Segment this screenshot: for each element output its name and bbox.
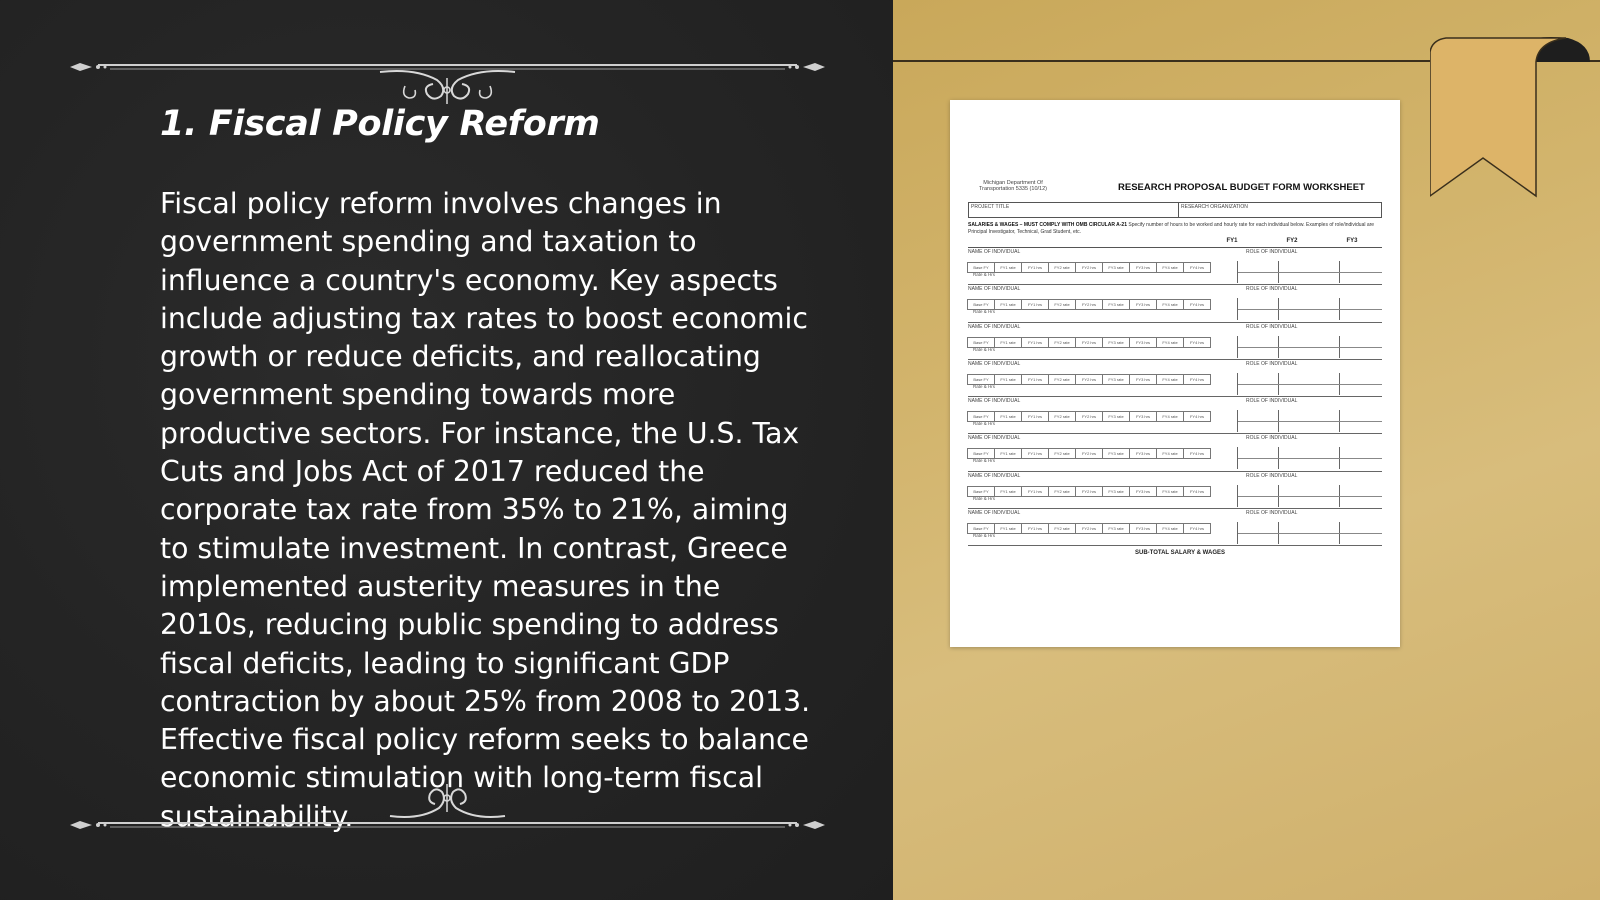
grid-cell: FY4 rate <box>1156 337 1184 348</box>
slide-body-text: Fiscal policy reform involves changes in government spending and taxation to influence a country's economy. Key aspects include adjusting tax rates to boost economic growth or reduce deficits, and reallocating government spending towards more productive sectors. For instance, the U.S. Tax Cuts and Jobs Act of 2017 reduced the corporate tax rate from 35% to 21%, aiming to stimulate investment. In contrast, Greece implemented austerity measures in the 2010s, reducing public spending to address fiscal deficits, leading to significant GDP contraction by about 25% from 2008 to 2013. Effective fiscal policy reform seeks to balance economic stimulation with long-term fiscal sustainability. <box>160 187 811 833</box>
fy-amount-cells <box>1237 336 1382 358</box>
fy-header: FY1 <box>1226 238 1238 244</box>
grid-cell: FY1 rate <box>994 523 1022 534</box>
individual-role-label: ROLE OF INDIVIDUAL <box>1246 398 1298 405</box>
budget-form-document <box>950 100 1400 647</box>
individual-role-label: ROLE OF INDIVIDUAL <box>1246 323 1298 330</box>
grid-cell: FY4 rate <box>1156 486 1184 497</box>
grid-cell: FY3 rate <box>1102 523 1130 534</box>
slide-title: 1. Fiscal Policy Reform <box>160 104 600 144</box>
grid-cell: FY2 hrs <box>1075 337 1103 348</box>
rate-hours-grid <box>968 411 1211 422</box>
individual-role-label: ROLE OF INDIVIDUAL <box>1246 360 1298 367</box>
individual-name-label: NAME OF INDIVIDUAL <box>968 435 1021 442</box>
grid-cell: FY4 hrs <box>1183 299 1211 310</box>
rate-hours-label: Rate & Hrs <box>973 383 996 389</box>
grid-cell: FY1 rate <box>994 411 1022 422</box>
grid-cell: FY3 rate <box>1102 411 1130 422</box>
grid-cell: Base FY <box>967 411 995 422</box>
grid-cell: FY4 rate <box>1156 448 1184 459</box>
scroll-ornament-top <box>375 66 520 106</box>
fiscal-year-headers <box>968 238 1382 248</box>
grid-cell: FY3 hrs <box>1129 337 1157 348</box>
grid-cell: FY4 hrs <box>1183 262 1211 273</box>
rate-hours-grid <box>968 262 1211 273</box>
document-project-row <box>968 202 1382 218</box>
grid-cell: FY2 rate <box>1048 411 1076 422</box>
fy-amount-cells <box>1237 522 1382 544</box>
fy-amount-cells <box>1237 373 1382 395</box>
grid-cell: FY1 hrs <box>1021 262 1049 273</box>
individual-name-label: NAME OF INDIVIDUAL <box>968 510 1021 517</box>
grid-cell: FY3 hrs <box>1129 486 1157 497</box>
individual-name-label: NAME OF INDIVIDUAL <box>968 360 1021 367</box>
rate-hours-grid <box>968 374 1211 385</box>
individual-rows <box>968 248 1382 546</box>
individual-row <box>968 285 1382 322</box>
individual-row <box>968 509 1382 546</box>
document-content <box>968 180 1382 556</box>
grid-cell: FY3 hrs <box>1129 411 1157 422</box>
individual-name-label: NAME OF INDIVIDUAL <box>968 398 1021 405</box>
grid-cell: FY3 hrs <box>1129 374 1157 385</box>
fy-amount-cells <box>1237 447 1382 469</box>
rate-hours-label: Rate & Hrs <box>973 533 996 539</box>
project-title-label: PROJECT TITLE <box>969 203 1179 217</box>
fy-header: FY3 <box>1346 238 1358 244</box>
grid-cell: FY2 hrs <box>1075 486 1103 497</box>
grid-cell: Base FY <box>967 337 995 348</box>
grid-cell: FY4 hrs <box>1183 374 1211 385</box>
grid-cell: FY4 rate <box>1156 411 1184 422</box>
grid-cell: FY1 hrs <box>1021 411 1049 422</box>
grid-cell: FY2 hrs <box>1075 374 1103 385</box>
grid-cell: FY2 hrs <box>1075 448 1103 459</box>
rate-hours-grid <box>968 337 1211 348</box>
grid-cell: FY2 rate <box>1048 374 1076 385</box>
individual-row <box>968 360 1382 397</box>
grid-cell: FY4 hrs <box>1183 448 1211 459</box>
document-title: RESEARCH PROPOSAL BUDGET FORM WORKSHEET <box>1118 182 1365 193</box>
grid-cell: FY2 rate <box>1048 337 1076 348</box>
rate-hours-grid <box>968 299 1211 310</box>
grid-cell: FY4 rate <box>1156 262 1184 273</box>
grid-cell: FY3 hrs <box>1129 523 1157 534</box>
grid-cell: FY1 hrs <box>1021 448 1049 459</box>
individual-role-label: ROLE OF INDIVIDUAL <box>1246 435 1298 442</box>
grid-cell: FY2 hrs <box>1075 262 1103 273</box>
grid-cell: FY3 hrs <box>1129 262 1157 273</box>
grid-cell: FY4 hrs <box>1183 411 1211 422</box>
grid-cell: FY2 hrs <box>1075 411 1103 422</box>
rate-hours-label: Rate & Hrs <box>973 495 996 501</box>
salaries-note-text: Specify number of hours to be worked and hourly rate for each individual below. Examples of role/individual are Principal Investigator, Technical, Grad Student, etc. <box>968 222 1375 235</box>
grid-cell: FY1 rate <box>994 299 1022 310</box>
salaries-heading: SALARIES & WAGES – MUST COMPLY WITH OMB CIRCULAR A-21 <box>968 222 1127 228</box>
grid-cell: FY1 hrs <box>1021 337 1049 348</box>
rate-hours-label: Rate & Hrs <box>973 421 996 427</box>
fy-amount-cells <box>1237 485 1382 507</box>
grid-cell: FY4 hrs <box>1183 486 1211 497</box>
individual-name-label: NAME OF INDIVIDUAL <box>968 286 1021 293</box>
grid-cell: FY3 rate <box>1102 486 1130 497</box>
grid-cell: FY1 hrs <box>1021 486 1049 497</box>
grid-cell: FY2 hrs <box>1075 523 1103 534</box>
grid-cell: FY3 rate <box>1102 262 1130 273</box>
grid-cell: FY1 rate <box>994 486 1022 497</box>
grid-cell: FY4 rate <box>1156 374 1184 385</box>
grid-cell: FY2 hrs <box>1075 299 1103 310</box>
organization-label: RESEARCH ORGANIZATION <box>1181 204 1248 210</box>
rate-hours-grid <box>968 523 1211 534</box>
grid-cell: FY3 hrs <box>1129 448 1157 459</box>
individual-name-label: NAME OF INDIVIDUAL <box>968 323 1021 330</box>
grid-cell: FY1 rate <box>994 374 1022 385</box>
rate-hours-label: Rate & Hrs <box>973 458 996 464</box>
individual-row <box>968 472 1382 509</box>
grid-cell: FY2 rate <box>1048 299 1076 310</box>
grid-cell: FY3 hrs <box>1129 299 1157 310</box>
individual-name-label: NAME OF INDIVIDUAL <box>968 472 1021 479</box>
grid-cell: Base FY <box>967 448 995 459</box>
grid-cell: FY1 rate <box>994 262 1022 273</box>
grid-cell: FY1 rate <box>994 448 1022 459</box>
individual-role-label: ROLE OF INDIVIDUAL <box>1246 472 1298 479</box>
grid-cell: FY1 hrs <box>1021 523 1049 534</box>
grid-cell: FY3 rate <box>1102 337 1130 348</box>
grid-cell: FY1 hrs <box>1021 374 1049 385</box>
grid-cell: FY4 hrs <box>1183 337 1211 348</box>
grid-cell: FY1 rate <box>994 337 1022 348</box>
document-department: Michigan Department Of Transportation 5335 (10/12) <box>979 180 1047 192</box>
fy-amount-cells <box>1237 261 1382 283</box>
grid-cell: Base FY <box>967 299 995 310</box>
individual-role-label: ROLE OF INDIVIDUAL <box>1246 510 1298 517</box>
individual-row <box>968 248 1382 285</box>
individual-role-label: ROLE OF INDIVIDUAL <box>1246 249 1298 255</box>
grid-cell: FY3 rate <box>1102 299 1130 310</box>
rate-hours-grid <box>968 448 1211 459</box>
rate-hours-label: Rate & Hrs <box>973 309 996 315</box>
ornament-divider-bottom <box>70 815 825 835</box>
document-header <box>968 180 1382 202</box>
grid-cell: FY4 hrs <box>1183 523 1211 534</box>
rate-hours-grid <box>968 486 1211 497</box>
fy-amount-cells <box>1237 298 1382 320</box>
fy-header: FY2 <box>1286 238 1298 244</box>
grid-cell: FY4 rate <box>1156 523 1184 534</box>
grid-cell: FY2 rate <box>1048 523 1076 534</box>
salaries-note <box>968 222 1382 236</box>
grid-cell: FY3 rate <box>1102 374 1130 385</box>
grid-cell: Base FY <box>967 374 995 385</box>
bookmark-ribbon-icon <box>1430 36 1600 206</box>
grid-cell: Base FY <box>967 262 995 273</box>
individual-row <box>968 397 1382 434</box>
fy-amount-cells <box>1237 410 1382 432</box>
individual-row <box>968 323 1382 360</box>
grid-cell: Base FY <box>967 523 995 534</box>
grid-cell: FY2 rate <box>1048 262 1076 273</box>
grid-cell: Base FY <box>967 486 995 497</box>
rate-hours-label: Rate & Hrs <box>973 272 996 277</box>
grid-cell: FY3 rate <box>1102 448 1130 459</box>
grid-cell: FY2 rate <box>1048 486 1076 497</box>
grid-cell: FY1 hrs <box>1021 299 1049 310</box>
individual-role-label: ROLE OF INDIVIDUAL <box>1246 286 1298 293</box>
individual-name-label: NAME OF INDIVIDUAL <box>968 249 1021 255</box>
subtotal-label: SUB-TOTAL SALARY & WAGES <box>1134 550 1225 557</box>
rate-hours-label: Rate & Hrs <box>973 346 996 352</box>
grid-cell: FY2 rate <box>1048 448 1076 459</box>
individual-row <box>968 434 1382 471</box>
grid-cell: FY4 rate <box>1156 299 1184 310</box>
